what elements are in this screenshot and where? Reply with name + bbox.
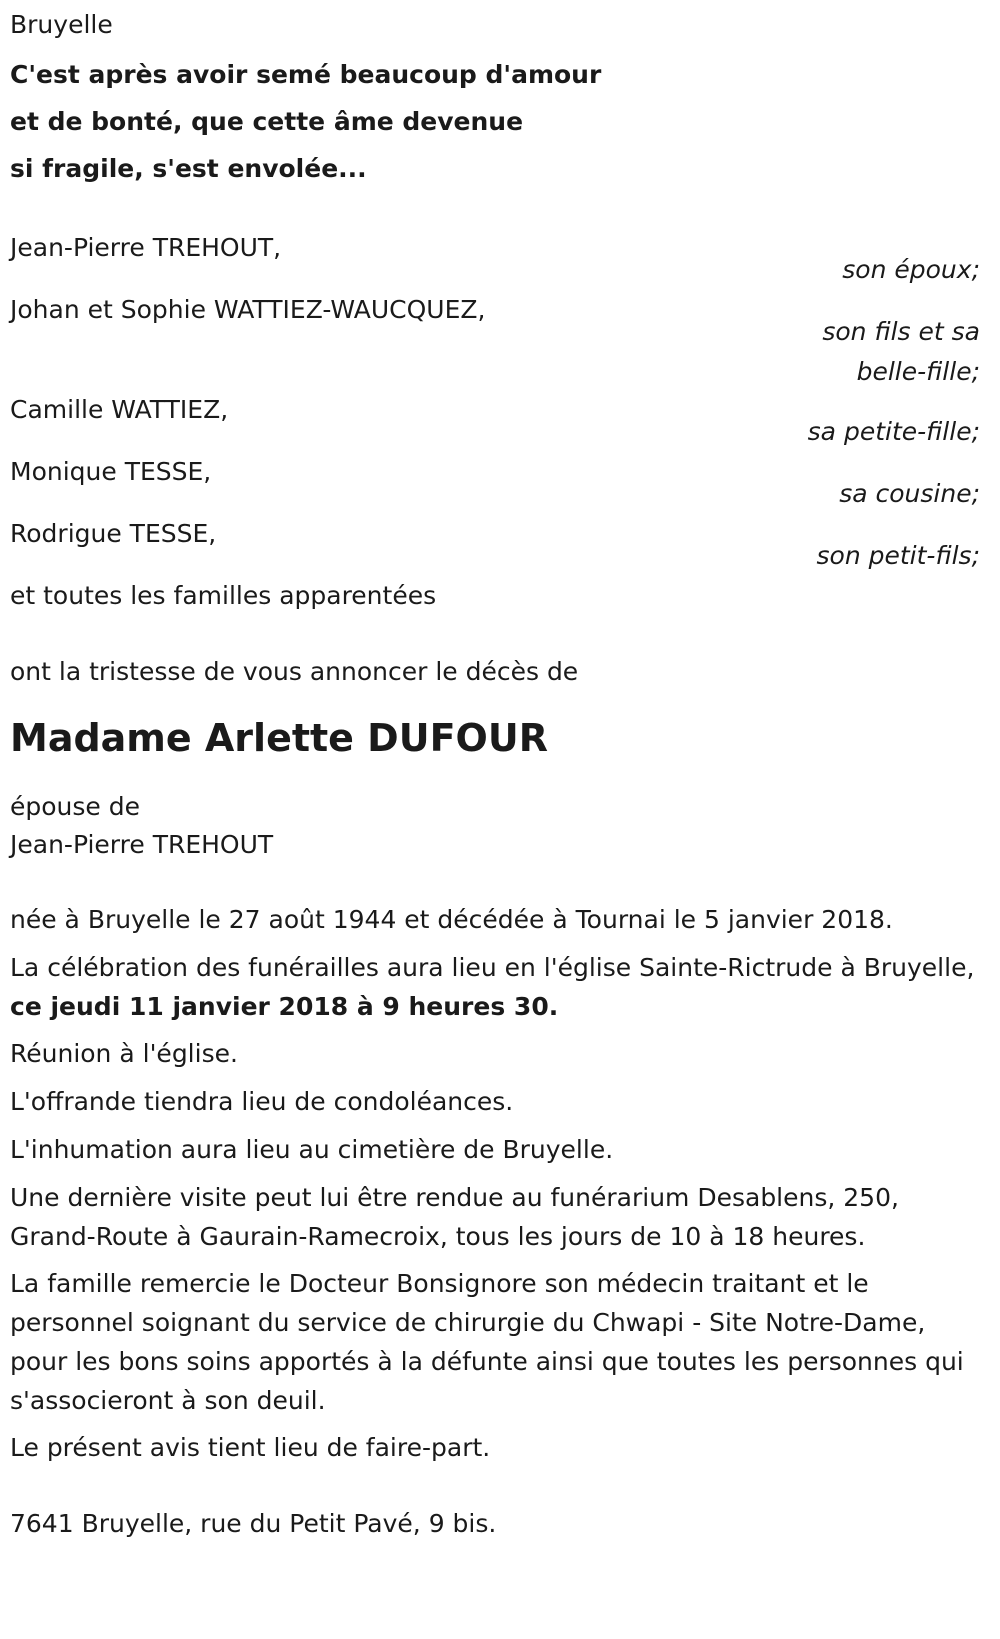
ceremony-paragraph — [10, 948, 990, 1026]
family-member-relation: sa cousine; — [839, 479, 980, 508]
families-line: et toutes les familles apparentées — [10, 581, 437, 610]
town-header: Bruyelle — [10, 10, 113, 39]
quote-line-1: C'est après avoir semé beaucoup d'amour — [10, 60, 602, 89]
obituary-notice — [10, 5, 990, 1544]
family-member — [10, 514, 990, 576]
quote-line-3: si fragile, s'est envolée... — [10, 154, 367, 183]
address-line: 7641 Bruyelle, rue du Petit Pavé, 9 bis. — [10, 1509, 497, 1538]
family-member-relation: son époux; — [842, 255, 980, 284]
quote-line-2: et de bonté, que cette âme devenue — [10, 107, 524, 136]
family-member-relation: sa petite-fille; — [807, 417, 980, 446]
thanks-paragraph: La famille remercie le Docteur Bonsignore son médecin traitant et le personnel soignant du service de chirurgie du Chwapi - Site Notre-Dame, pour les bons soins apportés à la défunte ainsi que toutes les personnes qui s'associeront à son deuil. — [10, 1269, 964, 1415]
ceremony-intro: La célébration des funérailles aura lieu en l'église Sainte-Rictrude à Bruyelle, — [10, 953, 975, 982]
deceased-name: Madame Arlette DUFOUR — [10, 716, 548, 760]
spouse-name: Jean-Pierre TREHOUT — [10, 830, 274, 859]
family-member-relation: son petit-fils; — [816, 541, 980, 570]
family-member-name: Rodrigue TESSE, — [10, 519, 217, 548]
family-member-name: Camille WATTIEZ, — [10, 395, 229, 424]
family-member-relation: son fils et sa belle-fille; — [822, 317, 980, 386]
birth-death-line: née à Bruyelle le 27 août 1944 et décédée à Tournai le 5 janvier 2018. — [10, 905, 893, 934]
offering-line: L'offrande tiendra lieu de condoléances. — [10, 1087, 514, 1116]
family-member — [10, 452, 990, 514]
ceremony-date: ce jeudi 11 janvier 2018 à 9 heures 30. — [10, 992, 559, 1021]
family-member — [10, 290, 990, 390]
visit-paragraph: Une dernière visite peut lui être rendue au funérarium Desablens, 250, Grand-Route à Gaurain-Ramecroix, tous les jours de 10 à 18 heures. — [10, 1183, 899, 1251]
family-member — [10, 228, 990, 290]
family-list — [10, 228, 990, 576]
family-member — [10, 390, 990, 452]
family-member-name: Johan et Sophie WATTIEZ-WAUCQUEZ, — [10, 295, 486, 324]
spouse-label: épouse de — [10, 792, 140, 821]
family-member-name: Monique TESSE, — [10, 457, 212, 486]
notice-line: Le présent avis tient lieu de faire-part. — [10, 1433, 491, 1462]
family-member-name: Jean-Pierre TREHOUT, — [10, 233, 282, 262]
announce-line: ont la tristesse de vous annoncer le décès de — [10, 657, 579, 686]
meeting-line: Réunion à l'église. — [10, 1039, 238, 1068]
burial-line: L'inhumation aura lieu au cimetière de Bruyelle. — [10, 1135, 614, 1164]
